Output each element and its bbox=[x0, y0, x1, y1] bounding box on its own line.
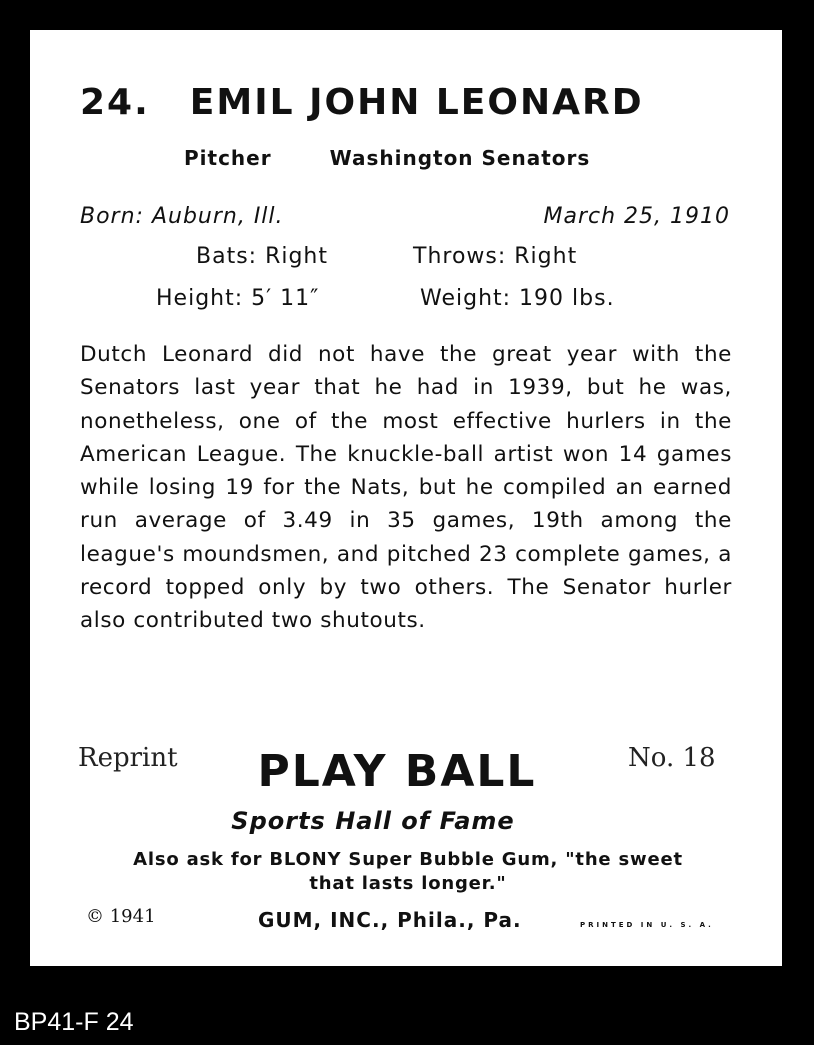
player-name: EMIL JOHN LEONARD bbox=[189, 82, 644, 123]
series-subtitle: Sports Hall of Fame bbox=[231, 807, 515, 835]
position-team-line bbox=[184, 146, 590, 170]
card-number: 24. bbox=[80, 82, 150, 123]
series-title: PLAY BALL bbox=[257, 746, 537, 797]
player-team: Washington Senators bbox=[329, 146, 591, 170]
bats: Bats: Right bbox=[196, 244, 328, 269]
card-title bbox=[80, 82, 644, 123]
card-back bbox=[30, 30, 782, 966]
ad-line-1: Also ask for BLONY Super Bubble Gum, "the sweet bbox=[133, 849, 683, 870]
copyright: © 1941 bbox=[86, 906, 156, 927]
printed-in: PRINTED IN U. S. A. bbox=[580, 921, 714, 929]
ad-line-2: that lasts longer." bbox=[309, 873, 507, 894]
player-bio: Dutch Leonard did not have the great year with the Senators last year that he had in 1939, but he was, nonetheless, one of the most effective hurlers in the American League. The knuckle-ball artist won 14 games while losing 19 for the Nats, but he compiled an earned run average of 3.49 in 35 games, 19th among the league's moundsmen, and pitched 23 complete games, a record topped only by two others. The Senator hurler also contributed two shutouts. bbox=[80, 342, 732, 634]
player-position: Pitcher bbox=[184, 146, 272, 170]
ad-text bbox=[83, 848, 733, 896]
card-no: No. 18 bbox=[628, 743, 716, 773]
throws: Throws: Right bbox=[413, 244, 578, 269]
birth-info bbox=[80, 204, 730, 229]
born-place: Born: Auburn, Ill. bbox=[80, 204, 284, 229]
reprint-label: Reprint bbox=[78, 743, 178, 773]
footer-id: BP41-F 24 bbox=[14, 1008, 134, 1036]
publisher: GUM, INC., Phila., Pa. bbox=[258, 908, 522, 932]
born-date: March 25, 1910 bbox=[543, 204, 730, 229]
weight: Weight: 190 lbs. bbox=[420, 286, 615, 311]
height: Height: 5′ 11″ bbox=[156, 286, 320, 311]
